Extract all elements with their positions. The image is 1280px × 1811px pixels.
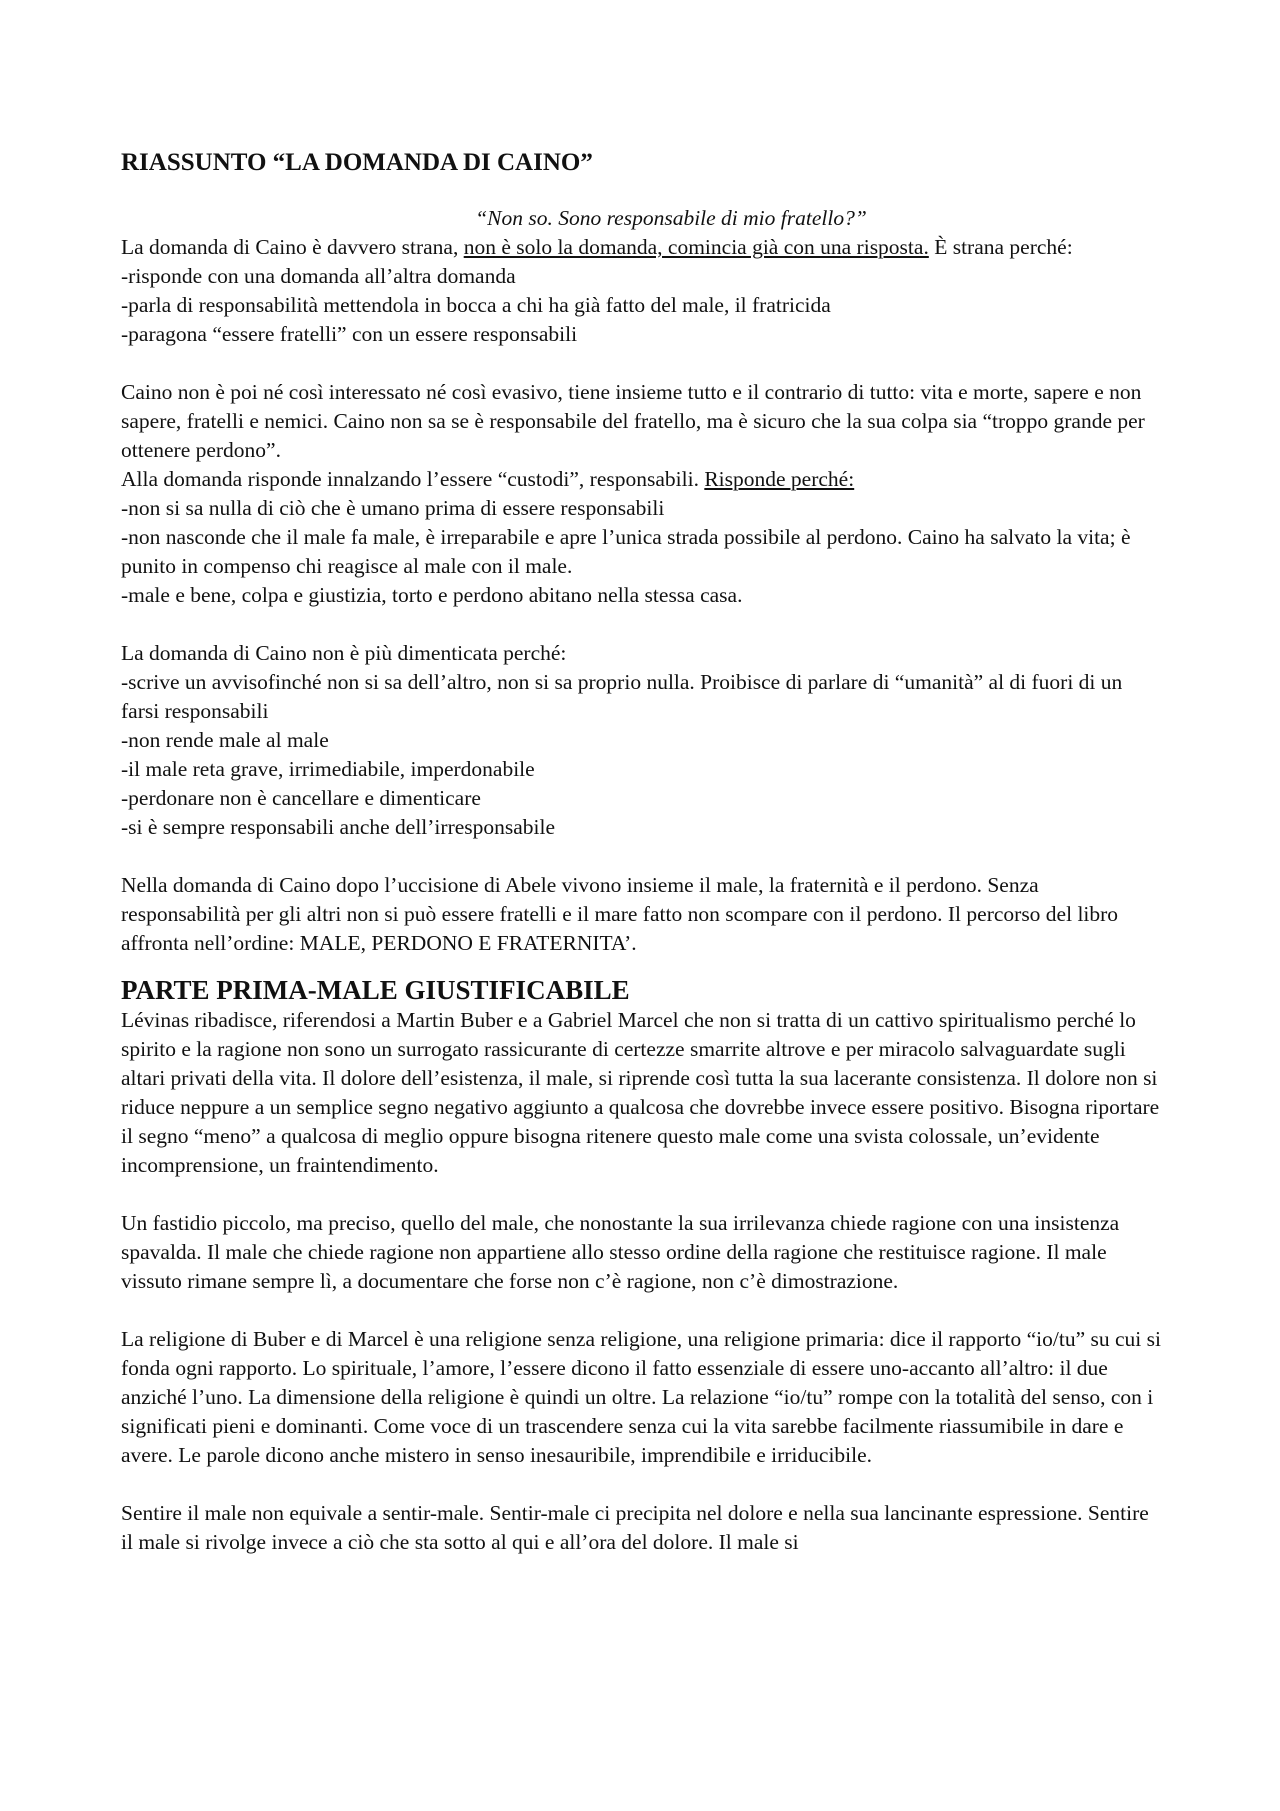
document-page bbox=[121, 148, 1161, 1557]
list-item: -non si sa nulla di ciò che è umano prima di essere responsabili bbox=[121, 496, 665, 520]
intro-tail: È strana perché: bbox=[928, 235, 1073, 259]
intro-paragraph bbox=[121, 233, 1161, 262]
document-title: RIASSUNTO “LA DOMANDA DI CAINO” bbox=[121, 149, 593, 176]
paragraph-dimenticata: La domanda di Caino non è più dimenticata perché: bbox=[121, 641, 567, 665]
answer-line bbox=[121, 465, 1161, 494]
intro-lead: La domanda di Caino è davvero strana, bbox=[121, 235, 464, 259]
section-paragraph: La religione di Buber e di Marcel è una religione senza religione, una religione primaria: dice il rapporto “io/tu” su cui si fonda ogni rapporto. Lo spirituale, l’amore, l’essere dicono il fatto essenziale di essere uno-accanto all’altro: il due anziché l’uno. La dimensione della religione è quindi un oltre. La relazione “io/tu” rompe con la totalità del senso, con i significati pieni e dominanti. Come voce di un trascendere senza cui la vita sarebbe facilmente riassumibile in dare e avere. Le parole dicono anche mistero in senso inesauribile, imprendibile e irriducibile. bbox=[121, 1327, 1161, 1467]
section-paragraph: Lévinas ribadisce, riferendosi a Martin Buber e a Gabriel Marcel che non si tratta di un cattivo spiritualismo perché lo spirito e la ragione non sono un surrogato rassicurante di certezze smarrite altrove e per miracolo salvaguardate sugli altari privati della vita. Il dolore dell’esistenza, il male, si riprende così tutta la sua lacerante consistenza. Il dolore non si riduce neppure a un semplice segno negativo aggiunto a qualcosa che dovrebbe invece essere positivo. Bisogna riportare il segno “meno” a qualcosa di meglio oppure bisogna ritenere questo male come una svista colossale, un’evidente incomprensione, un fraintendimento. bbox=[121, 1008, 1160, 1177]
section-title: PARTE PRIMA-MALE GIUSTIFICABILE bbox=[121, 975, 630, 1005]
paragraph-caino: Caino non è poi né così interessato né così evasivo, tiene insieme tutto e il contrario di tutto: vita e morte, sapere e non sapere, fratelli e nemici. Caino non sa se è responsabile del fratello, ma è sicuro che la sua colpa sia “troppo grande per ottenere perdono”. bbox=[121, 380, 1145, 462]
list-item: -si è sempre responsabili anche dell’irresponsabile bbox=[121, 815, 556, 839]
list-item: -scrive un avvisofinché non si sa dell’altro, non si sa proprio nulla. Proibisce di parlare di “umanità” al di fuori di un farsi responsabili bbox=[121, 670, 1123, 723]
intro-underlined: non è solo la domanda, comincia già con una risposta. bbox=[463, 235, 929, 259]
answer-underlined: Risponde perché: bbox=[704, 467, 855, 491]
list-item: -perdonare non è cancellare e dimenticare bbox=[121, 786, 481, 810]
list-item: -il male reta grave, irrimediabile, imperdonabile bbox=[121, 757, 535, 781]
list-item: -risponde con una domanda all’altra domanda bbox=[121, 264, 516, 288]
list-item: -parla di responsabilità mettendola in bocca a chi ha già fatto del male, il fratricida bbox=[121, 293, 831, 317]
section-paragraph: Sentire il male non equivale a sentir-male. Sentir-male ci precipita nel dolore e nella sua lancinante espressione. Sentire il male si rivolge invece a ciò che sta sotto al qui e all’ora del dolore. Il male si bbox=[121, 1501, 1149, 1554]
paragraph-abele: Nella domanda di Caino dopo l’uccisione di Abele vivono insieme il male, la fraternità e il perdono. Senza responsabilità per gli altri non si può essere fratelli e il mare fatto non scompare con il perdono. Il percorso del libro affronta nell’ordine: MALE, PERDONO E FRATERNITA’. bbox=[121, 873, 1119, 955]
list-item: -paragona “essere fratelli” con un essere responsabili bbox=[121, 322, 578, 346]
section-paragraph: Un fastidio piccolo, ma preciso, quello del male, che nonostante la sua irrilevanza chiede ragione con una insistenza spavalda. Il male che chiede ragione non appartiene allo stesso ordine della ragione che restituisce ragione. Il male vissuto rimane sempre lì, a documentare che forse non c’è ragione, non c’è dimostrazione. bbox=[121, 1211, 1120, 1293]
list-item: -male e bene, colpa e giustizia, torto e perdono abitano nella stessa casa. bbox=[121, 583, 743, 607]
opening-quote: “Non so. Sono responsabile di mio fratello?” bbox=[475, 206, 867, 230]
answer-lead: Alla domanda risponde innalzando l’essere “custodi”, responsabili. bbox=[121, 467, 705, 491]
list-item: -non nasconde che il male fa male, è irreparabile e apre l’unica strada possibile al perdono. Caino ha salvato la vita; è punito in compenso chi reagisce al male con il male. bbox=[121, 525, 1131, 578]
list-item: -non rende male al male bbox=[121, 728, 329, 752]
